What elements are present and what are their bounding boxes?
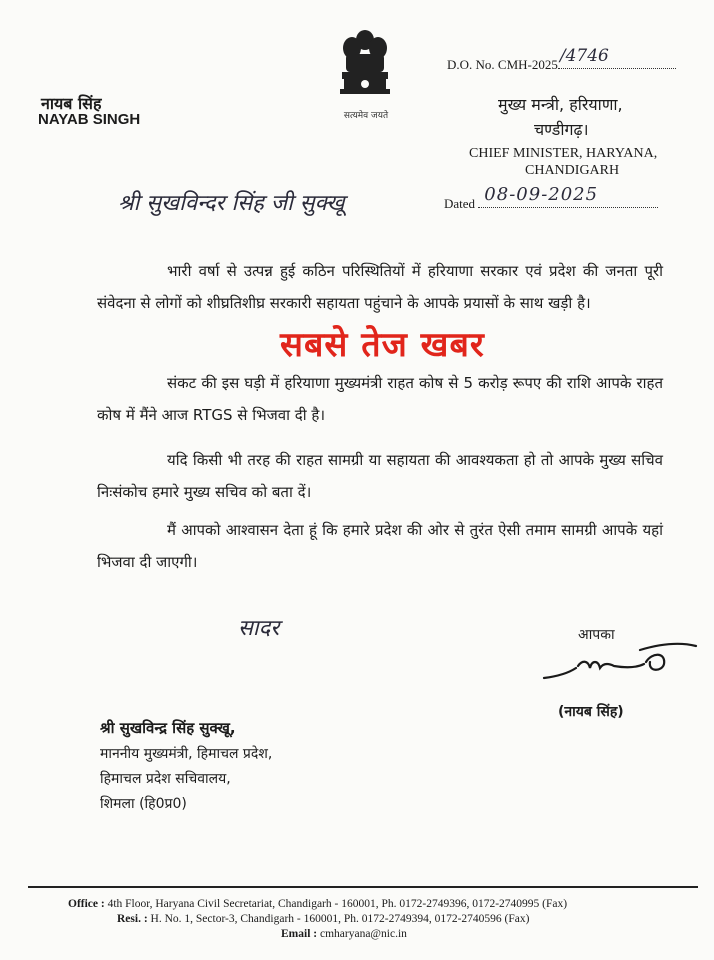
footer-divider (28, 886, 698, 888)
footer-office-text: 4th Floor, Haryana Civil Secretariat, Chandigarh - 160001, Ph. 0172-2749396, 0172-2740995 (Fax) (107, 898, 568, 910)
closing-yours: आपका (578, 627, 615, 643)
addressee-line3: शिमला (हि0प्र0) (100, 796, 187, 812)
news-watermark-overlay: सबसे तेज खबर (280, 325, 485, 365)
designation-english-line2: CHANDIGARH (525, 163, 620, 178)
dated-label: Dated (444, 196, 476, 211)
addressee-name: श्री सुखविन्द्र सिंह सुक्खू, (100, 719, 236, 737)
handwritten-salutation: श्री सुखविन्दर सिंह जी सुक्खू (118, 191, 345, 216)
footer-office-label: Office : (68, 898, 105, 910)
body-paragraph-4: मैं आपको आश्वासन देता हूं कि हमारे प्रदेश की ओर से तुरंत ऐसी तमाम सामग्री आपके यहां भिजवा दी जाएगी। (97, 521, 663, 571)
footer-email (281, 928, 407, 940)
footer-resi-text: H. No. 1, Sector-3, Chandigarh - 160001, Ph. 0172-2749394, 0172-2740596 (Fax) (150, 913, 530, 925)
national-emblem-icon (330, 26, 400, 108)
footer-email-text: cmharyana@nic.in (319, 928, 407, 940)
do-number-field (558, 46, 676, 69)
signer-name: (नायब सिंह) (558, 704, 624, 720)
footer-residence (117, 913, 529, 925)
sender-name-hindi: नायब सिंह (41, 94, 102, 113)
do-number-label: D.O. No. CMH-2025 (447, 57, 558, 72)
footer-resi-label: Resi. : (117, 913, 148, 925)
do-number-row (447, 46, 676, 73)
handwritten-regards-note: सादर (238, 616, 280, 641)
body-paragraph-3: यदि किसी भी तरह की राहत सामग्री या सहायता की आवश्यकता हो तो आपके मुख्य सचिव निःसंकोच हमारे मुख्य सचिव को बता दें। (97, 451, 663, 501)
footer-email-label: Email : (281, 928, 318, 940)
body-paragraph-2: संकट की इस घड़ी में हरियाणा मुख्यमंत्री राहत कोष से 5 करोड़ रूपए की राशि आपके राहत कोष में मैंने आज RTGS से भिजवा दी है। (97, 374, 663, 424)
signature-icon (540, 638, 700, 688)
dated-field (478, 184, 658, 208)
designation-hindi-line2: चण्डीगढ़। (534, 120, 589, 139)
addressee-line1: माननीय मुख्यमंत्री, हिमाचल प्रदेश, (100, 746, 273, 762)
footer-office (68, 898, 567, 910)
addressee-line2: हिमाचल प्रदेश सचिवालय, (100, 771, 231, 787)
do-number-handwritten: /4746 (559, 46, 609, 66)
designation-hindi-line1: मुख्य मन्त्री, हरियाणा, (498, 95, 623, 114)
designation-english-line1: CHIEF MINISTER, HARYANA, (469, 146, 658, 161)
body-paragraph-1: भारी वर्षा से उत्पन्न हुई कठिन परिस्थितियों में हरियाणा सरकार एवं प्रदेश की जनता पूरी संवेदना से लोगों को शीघ्रतिशीघ्र सरकारी सहायता पहुंचाने के आपके प्रयासों के साथ खड़ी है। (97, 262, 663, 312)
emblem-motto: सत्यमेव जयते (343, 111, 389, 121)
dated-row (444, 184, 658, 212)
dated-value-handwritten: 08-09-2025 (484, 184, 599, 205)
sender-name-english: NAYAB SINGH (38, 111, 141, 128)
